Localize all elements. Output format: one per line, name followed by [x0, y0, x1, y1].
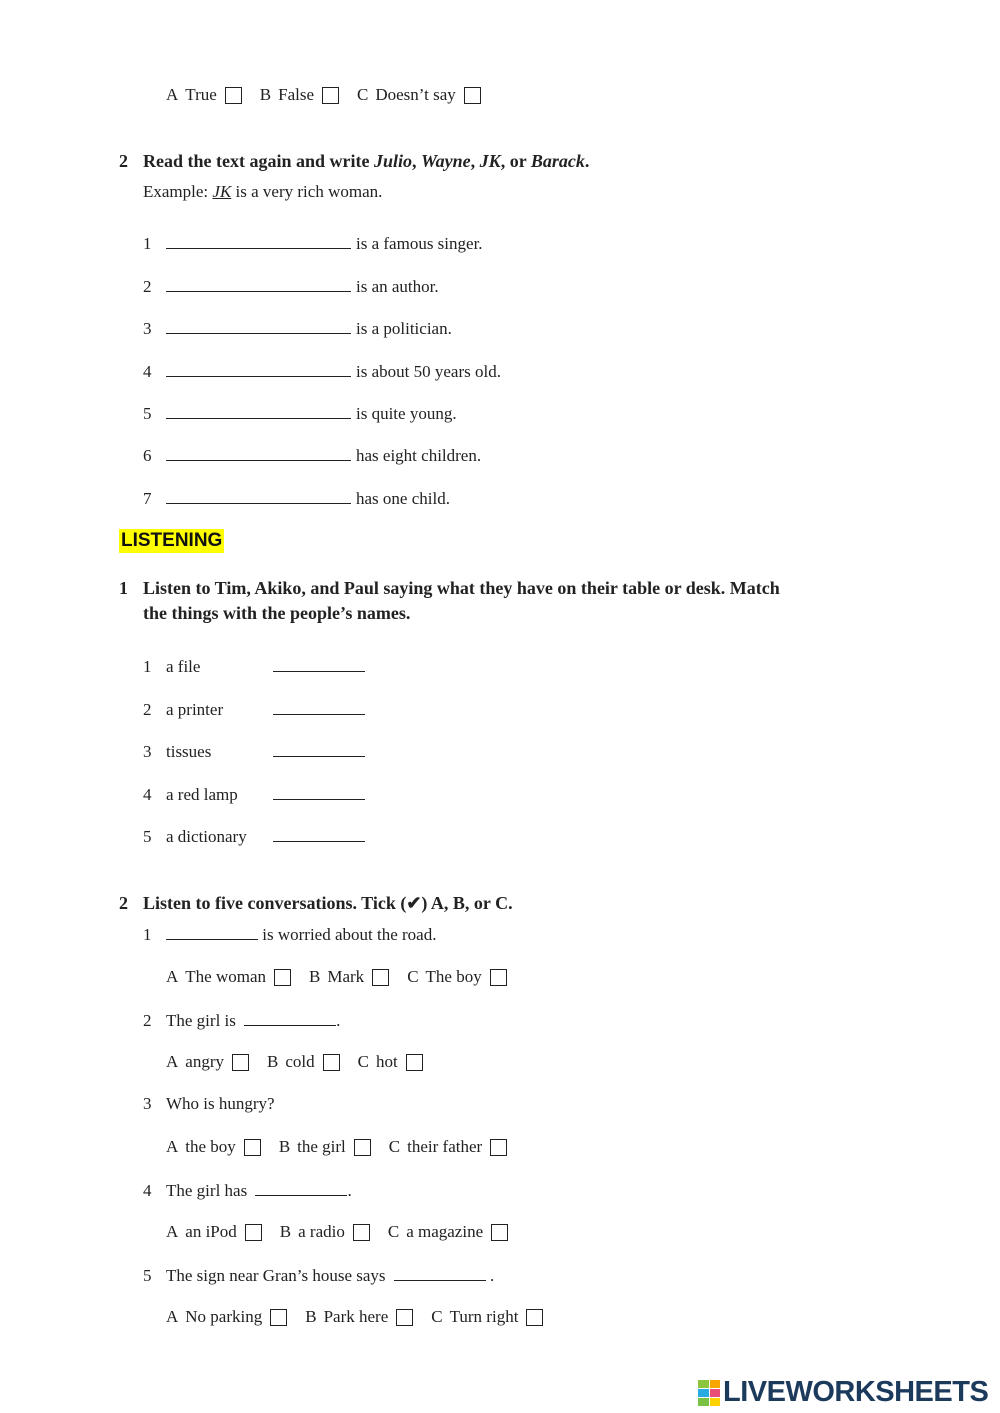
tick-box[interactable]: [526, 1309, 543, 1326]
item-text: a file: [166, 657, 201, 676]
answer-blank[interactable]: [255, 1180, 347, 1196]
option-c: [357, 85, 481, 105]
item-text: has eight children.: [356, 446, 482, 465]
list-item: [143, 361, 501, 382]
answer-blank[interactable]: [166, 318, 351, 334]
option-letter: A: [166, 1052, 179, 1071]
tick-box[interactable]: [354, 1139, 371, 1156]
question-stem: [143, 1094, 275, 1114]
list-item: [143, 318, 452, 339]
example-answer: JK: [212, 182, 232, 201]
list-item: [143, 403, 457, 424]
answer-blank[interactable]: [273, 656, 365, 672]
name-wayne: Wayne: [421, 151, 471, 171]
liveworksheets-logo-text: LIVEWORKSHEETS: [723, 1376, 989, 1408]
option-label: angry: [185, 1052, 224, 1071]
item-text: is a famous singer.: [356, 234, 483, 253]
answer-options: [166, 1222, 520, 1242]
tick-box[interactable]: [225, 87, 242, 104]
listening1-instruction-line2: the things with the people’s names.: [143, 603, 411, 623]
option-letter: A: [166, 1307, 179, 1326]
option-letter: A: [166, 1137, 179, 1156]
item-number: 7: [143, 489, 152, 508]
list-item: [143, 276, 439, 297]
option-label: an iPod: [185, 1222, 237, 1241]
tick-box[interactable]: [491, 1224, 508, 1241]
top-options: [166, 85, 493, 105]
question-text-end: .: [347, 1181, 352, 1200]
answer-blank[interactable]: [394, 1265, 486, 1281]
option-label: the boy: [185, 1137, 236, 1156]
option-letter: A: [166, 967, 179, 986]
item-text: is quite young.: [356, 404, 457, 423]
tick-box[interactable]: [270, 1309, 287, 1326]
option-letter: C: [388, 1137, 401, 1156]
option-letter: B: [267, 1052, 279, 1071]
question-text-end: .: [336, 1011, 341, 1030]
item-number: 2: [143, 277, 152, 296]
separator: ,: [470, 151, 480, 171]
section-heading-listening: LISTENING: [121, 530, 223, 551]
option-label: Park here: [323, 1307, 389, 1326]
item-text: is about 50 years old.: [356, 362, 501, 381]
option-letter: B: [309, 967, 321, 986]
name-julio: Julio: [373, 151, 412, 171]
item-text: a red lamp: [166, 785, 238, 804]
item-text: tissues: [166, 742, 212, 761]
liveworksheets-logo[interactable]: [698, 1376, 988, 1409]
question-text-end: .: [485, 1266, 495, 1285]
item-number: 3: [143, 1094, 152, 1113]
option-b: [260, 85, 339, 105]
question-stem: [143, 924, 436, 945]
answer-blank[interactable]: [273, 784, 365, 800]
item-number: 4: [143, 362, 152, 381]
tick-box[interactable]: [372, 969, 389, 986]
question-text: The girl is: [166, 1011, 241, 1030]
list-item: [143, 445, 481, 466]
tick-box[interactable]: [322, 87, 339, 104]
option-letter: C: [431, 1307, 443, 1326]
option-label: No parking: [185, 1307, 263, 1326]
answer-options: [166, 1052, 435, 1072]
item-number: 5: [143, 1266, 152, 1285]
item-text: a printer: [166, 700, 224, 719]
separator: , or: [500, 151, 531, 171]
tick-box[interactable]: [245, 1224, 262, 1241]
liveworksheets-logo-icon: [698, 1380, 720, 1406]
tick-box[interactable]: [353, 1224, 370, 1241]
option-letter: B: [259, 85, 272, 104]
item-number: 1: [143, 925, 152, 944]
option-letter: C: [407, 967, 419, 986]
logo-tile: [710, 1380, 721, 1388]
item-text: is an author.: [356, 277, 439, 296]
answer-options: [166, 1137, 519, 1157]
answer-blank[interactable]: [166, 445, 351, 461]
option-label: Turn right: [449, 1307, 519, 1326]
answer-blank[interactable]: [166, 276, 351, 292]
question-text: is worried about the road.: [258, 925, 437, 944]
question-stem: [143, 1180, 352, 1201]
answer-blank[interactable]: [273, 741, 365, 757]
question-text: The sign near Gran’s house says: [166, 1266, 390, 1285]
option-label: Mark: [327, 967, 365, 986]
option-label: the girl: [297, 1137, 346, 1156]
tick-box[interactable]: [406, 1054, 423, 1071]
answer-blank[interactable]: [166, 924, 258, 940]
item-number: 1: [143, 657, 152, 676]
name-barack: Barack: [530, 151, 585, 171]
item-number: 4: [143, 1181, 152, 1200]
separator: .: [584, 151, 590, 171]
item-number: 2: [143, 1011, 152, 1030]
answer-blank[interactable]: [166, 403, 351, 419]
separator: ,: [412, 151, 421, 171]
answer-options: [166, 967, 519, 987]
list-item: [143, 699, 370, 720]
question-text: Who is hungry?: [166, 1094, 275, 1113]
list-item: [143, 741, 370, 762]
list-item: [143, 784, 370, 805]
option-label: False: [278, 85, 315, 104]
question-number: 2: [119, 151, 128, 171]
option-letter: A: [166, 1222, 179, 1241]
option-letter: B: [278, 1137, 291, 1156]
option-a: [166, 85, 242, 105]
tick-box[interactable]: [244, 1139, 261, 1156]
instruction-text: Read the text again and write: [143, 151, 374, 171]
tick-box[interactable]: [464, 87, 481, 104]
option-label: a magazine: [406, 1222, 484, 1241]
tick-box[interactable]: [232, 1054, 249, 1071]
example-text: is a very rich woman.: [231, 182, 383, 201]
item-number: 3: [143, 319, 152, 338]
example-label: Example:: [143, 182, 213, 201]
list-item: [143, 233, 483, 254]
option-letter: B: [305, 1307, 317, 1326]
logo-tile: [698, 1398, 709, 1406]
question-stem: [143, 1265, 494, 1286]
option-letter: C: [357, 85, 369, 104]
answer-blank[interactable]: [166, 233, 351, 249]
question-number: 1: [119, 578, 128, 598]
answer-blank[interactable]: [244, 1010, 336, 1026]
name-jk: JK: [479, 151, 501, 171]
answer-options: [166, 1307, 555, 1327]
logo-tile: [698, 1380, 709, 1388]
tick-box[interactable]: [396, 1309, 413, 1326]
item-number: 2: [143, 700, 152, 719]
answer-blank[interactable]: [273, 699, 365, 715]
item-number: 6: [143, 446, 152, 465]
option-letter: A: [166, 85, 179, 104]
listening2-instruction: Listen to five conversations. Tick (✔) A, B, or C.: [143, 893, 513, 913]
reading2-instruction: [143, 151, 589, 172]
option-label: cold: [285, 1052, 315, 1071]
question-stem: [143, 1010, 340, 1031]
option-letter: C: [357, 1052, 369, 1071]
option-label: The woman: [185, 967, 267, 986]
logo-tile: [698, 1389, 709, 1397]
list-item: [143, 656, 370, 677]
tick-box[interactable]: [490, 969, 507, 986]
option-letter: B: [279, 1222, 292, 1241]
list-item: [143, 826, 370, 847]
option-letter: C: [387, 1222, 400, 1241]
listening1-instruction-line1: Listen to Tim, Akiko, and Paul saying what they have on their table or desk. Match: [143, 578, 780, 598]
item-number: 3: [143, 742, 152, 761]
question-number: 2: [119, 893, 128, 913]
logo-tile: [710, 1398, 721, 1406]
item-number: 5: [143, 404, 152, 423]
item-number: 1: [143, 234, 152, 253]
option-label: hot: [375, 1052, 398, 1071]
option-label: a radio: [298, 1222, 345, 1241]
item-text: has one child.: [356, 489, 450, 508]
reading2-example: [143, 182, 382, 202]
tick-box[interactable]: [274, 969, 291, 986]
option-label: The boy: [425, 967, 482, 986]
list-item: [143, 488, 450, 509]
item-number: 5: [143, 827, 152, 846]
tick-box[interactable]: [323, 1054, 340, 1071]
item-text: a dictionary: [166, 827, 247, 846]
option-label: True: [185, 85, 217, 104]
option-label: Doesn’t say: [375, 85, 456, 104]
option-label: their father: [407, 1137, 483, 1156]
answer-blank[interactable]: [273, 826, 365, 842]
item-text: is a politician.: [356, 319, 452, 338]
tick-box[interactable]: [490, 1139, 507, 1156]
answer-blank[interactable]: [166, 361, 351, 377]
logo-tile: [710, 1389, 721, 1397]
item-number: 4: [143, 785, 152, 804]
answer-blank[interactable]: [166, 488, 351, 504]
question-text: The girl has: [166, 1181, 252, 1200]
